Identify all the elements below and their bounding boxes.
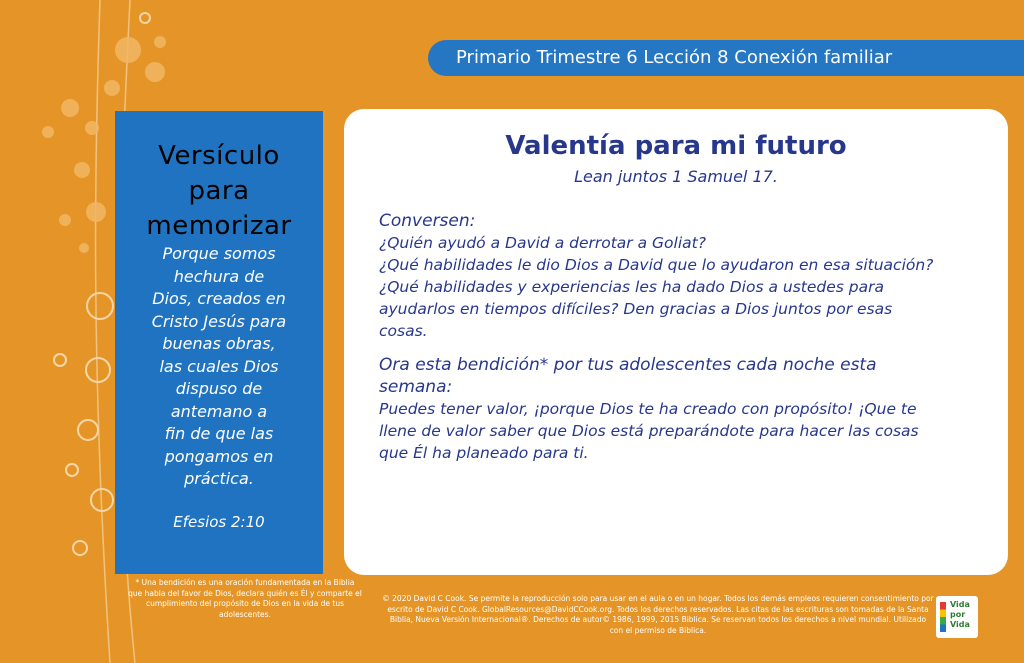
verse-line: dispuso de xyxy=(175,379,263,398)
blessing-footnote: * Una bendición es una oración fundamentada en la Biblia que habla del favor de Dios, declara quién es Él y comparte el cumplimiento del propósito de Dios en la vida de tus adolescentes. xyxy=(128,578,362,619)
blessing-line: Puedes tener valor, ¡porque Dios te ha creado con propósito! ¡Que te xyxy=(379,400,917,418)
copyright-notice: © 2020 David C Cook. Se permite la reproducción solo para usar en el aula o en un hogar. Todos los demás empleos requieren consentimiento por escrito de David C Cook. GlobalResources@DavidCCook.org. Todos los derechos reservados. Las citas de las escrituras son tomadas de la Santa Biblia, Nueva Versión Internacional®. Derechos de autor© 1986, 1999, 2015 Biblica. Se reservan todos los derechos a nivel mundial. Utilizado con el permiso de Biblica. xyxy=(382,594,934,635)
verse-line: las cuales Dios xyxy=(159,356,279,376)
discuss-line: ¿Qué habilidades le dio Dios a David que lo ayudaron en esa situación? xyxy=(379,256,934,274)
discuss-line: ¿Quién ayudó a David a derrotar a Goliat? xyxy=(379,234,706,252)
blessing-label-line: semana: xyxy=(379,377,453,397)
verse-line: Dios, creados en xyxy=(152,289,286,308)
discuss-line: ¿Qué habilidades y experiencias les ha dado Dios a ustedes para xyxy=(379,278,884,296)
card-body xyxy=(344,210,1008,464)
verse-line: pongamos en xyxy=(164,446,274,466)
verse-title-line: para xyxy=(188,176,250,206)
family-card xyxy=(344,109,1008,575)
logo-text xyxy=(950,600,970,630)
logo-stripes-icon xyxy=(940,602,946,632)
blessing-line: llene de valor saber que Dios está preparándote para hacer las cosas xyxy=(379,422,919,440)
verse-line: buenas obras, xyxy=(162,334,276,353)
logo-line: Vida xyxy=(950,600,970,609)
card-subtitle: Lean juntos 1 Samuel 17. xyxy=(574,167,778,186)
verse-line: Cristo Jesús para xyxy=(151,311,287,331)
memory-verse-title xyxy=(115,139,323,244)
memory-verse-box xyxy=(115,111,323,574)
discuss-line: ayudarlos en tiempos difíciles? Den gracias a Dios juntos por esas xyxy=(379,300,893,318)
verse-line: hechura de xyxy=(173,266,265,286)
logo-line: por xyxy=(950,610,966,619)
verse-line: antemano a xyxy=(170,401,268,421)
blessing-label xyxy=(379,354,974,398)
card-title: Valentía para mi futuro xyxy=(505,131,847,161)
discuss-line: cosas. xyxy=(379,322,428,340)
lesson-header: Primario Trimestre 6 Lección 8 Conexión familiar xyxy=(428,40,1024,76)
discuss-questions xyxy=(379,232,974,342)
verse-title-line: Versículo xyxy=(158,141,280,171)
discuss-label: Conversen: xyxy=(379,211,476,231)
vida-por-vida-logo xyxy=(936,596,978,638)
memory-verse-text xyxy=(115,243,323,491)
blessing-label-line: Ora esta bendición* por tus adolescentes cada noche esta xyxy=(379,355,877,375)
verse-line: Porque somos xyxy=(162,244,276,263)
blessing-line: que Él ha planeado para ti. xyxy=(379,444,589,462)
logo-line: Vida xyxy=(950,620,970,629)
verse-title-line: memorizar xyxy=(146,211,292,241)
verse-reference: Efesios 2:10 xyxy=(173,512,265,531)
blessing-text xyxy=(379,398,974,464)
verse-line: fin de que las xyxy=(164,424,274,443)
verse-line: práctica. xyxy=(184,469,254,488)
